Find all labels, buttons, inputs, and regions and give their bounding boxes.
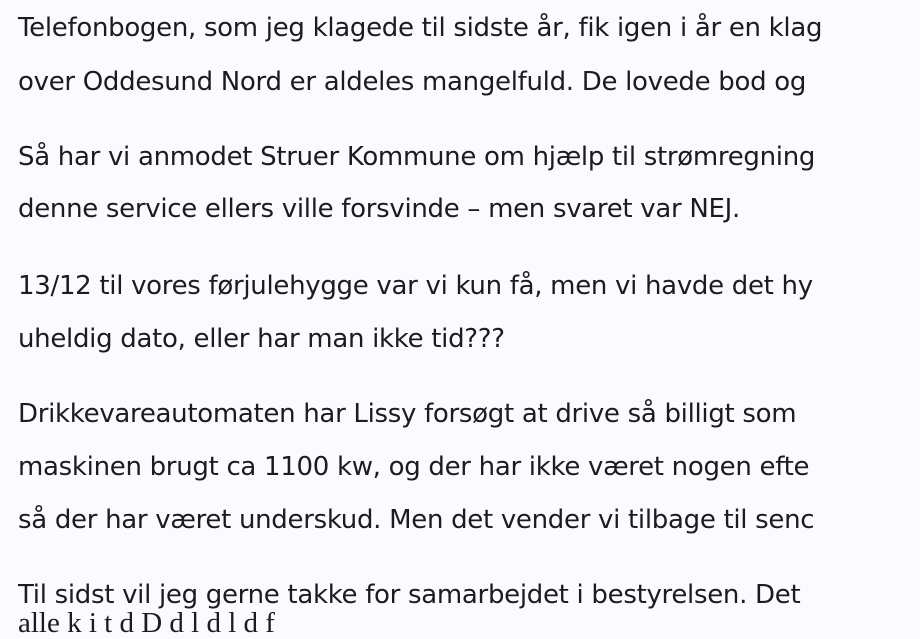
paragraph-1-line-1: Telefonbogen, som jeg klagede til sidste år, fik igen i år en klag — [18, 13, 823, 43]
paragraph-2-line-1: Så har vi anmodet Struer Kommune om hjælp til strømregning — [18, 142, 816, 172]
paragraph-5-line-1: Til sidst vil jeg gerne takke for samarbejdet i bestyrelsen. Det — [18, 580, 801, 610]
paragraph-2-line-2: denne service ellers ville forsvinde – men svaret var NEJ. — [18, 194, 740, 224]
paragraph-4-line-3: så der har været underskud. Men det vender vi tilbage til senc — [18, 505, 815, 535]
paragraph-3-line-2: uheldig dato, eller har man ikke tid??? — [18, 324, 505, 354]
paragraph-3-line-1: 13/12 til vores førjulehygge var vi kun få, men vi havde det hy — [18, 271, 813, 301]
paragraph-4-line-1: Drikkevareautomaten har Lissy forsøgt at drive så billigt som — [18, 399, 797, 429]
paragraph-1-line-2: over Oddesund Nord er aldeles mangelfuld. De lovede bod og — [18, 67, 807, 97]
paragraph-5-line-2-cut-off: alle k i t d D d l d l d f — [18, 607, 275, 639]
paragraph-4-line-2: maskinen brugt ca 1100 kw, og der har ikke været nogen efte — [18, 452, 810, 482]
